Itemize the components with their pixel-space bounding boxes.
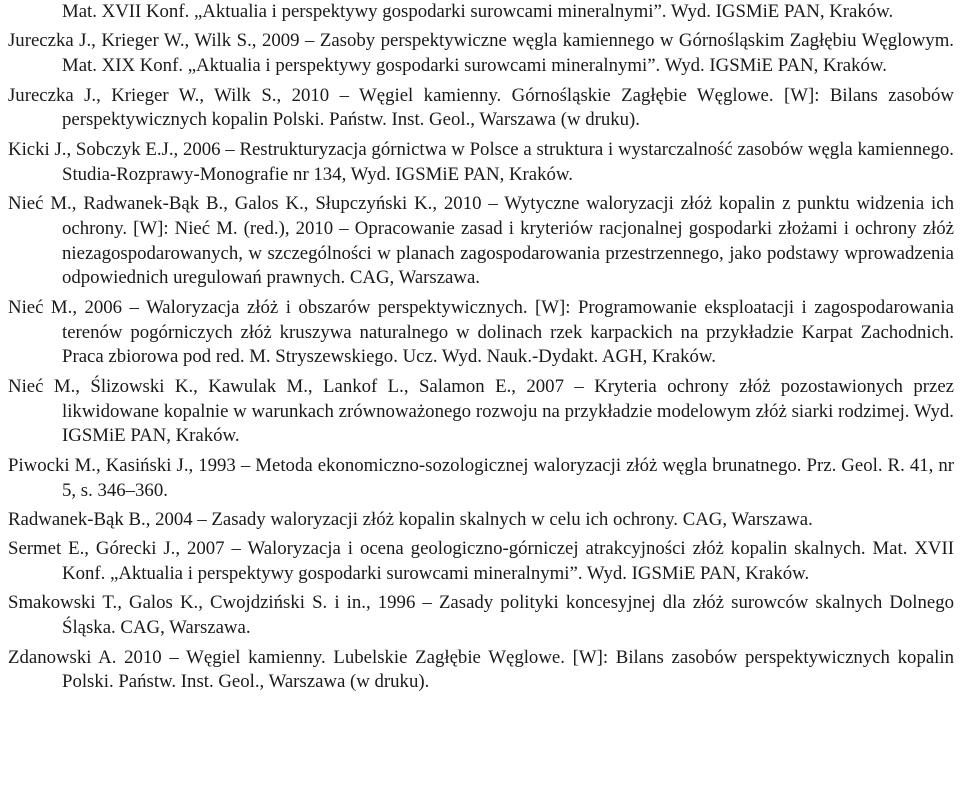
reference-entry: Kicki J., Sobczyk E.J., 2006 – Restrukturyzacja górnictwa w Polsce a struktura i wystarczalność zasobów węgla kamiennego. Studia-Rozprawy-Monografie nr 134, Wyd. IGSMiE PAN, Kraków. [8,138,954,185]
reference-entry: Smakowski T., Galos K., Cwojdziński S. i in., 1996 – Zasady polityki koncesyjnej dla złóż surowców skalnych Dolnego Śląska. CAG, Warszawa. [8,592,954,639]
reference-list [8,0,954,700]
reference-entry: Nieć M., Radwanek-Bąk B., Galos K., Słupczyński K., 2010 – Wytyczne waloryzacji złóż kopalin z punktu widzenia ich ochrony. [W]: Nieć M. (red.), 2010 – Opracowanie zasad i kryteriów racjonalnej gospodarki złożami i ochrony złóż niezagospodarowanych, w szczególności w planach zagospodarowania przestrzennego, jako podstawy wprowadzenia odpowiednich uregulowań prawnych. CAG, Warszawa. [8,192,954,289]
reference-entry: Radwanek-Bąk B., 2004 – Zasady waloryzacji złóż kopalin skalnych w celu ich ochrony. CAG, Warszawa. [8,508,813,530]
reference-entry: Nieć M., Ślizowski K., Kawulak M., Lankof L., Salamon E., 2007 – Kryteria ochrony złóż pozostawionych przez likwidowane kopalnie w warunkach zrównoważonego rozwoju na przykładzie modelowym złóż siarki rodzimej. Wyd. IGSMiE PAN, Kraków. [8,375,954,447]
reference-entry: Piwocki M., Kasiński J., 1993 – Metoda ekonomiczno-sozologicznej waloryzacji złóż węgla brunatnego. Prz. Geol. R. 41, nr 5, s. 346–360. [8,454,954,501]
reference-entry: Sermet E., Górecki J., 2007 – Waloryzacja i ocena geologiczno-górniczej atrakcyjności złóż kopalin skalnych. Mat. XVII Konf. „Aktualia i perspektywy gospodarki surowcami mineralnymi”. Wyd. IGSMiE PAN, Kraków. [8,538,954,585]
reference-entry: Nieć M., 2006 – Waloryzacja złóż i obszarów perspektywicznych. [W]: Programowanie eksploatacji i zagospodarowania terenów pogórniczych złóż kruszywa naturalnego w dolinach rzek karpackich na przykładzie Karpat Zachodnich. Praca zbiorowa pod red. M. Stryszewskiego. Ucz. Wyd. Nauk.-Dydakt. AGH, Kraków. [8,296,954,368]
reference-entry: Jureczka J., Krieger W., Wilk S., 2010 – Węgiel kamienny. Górnośląskie Zagłębie Węglowe. [W]: Bilans zasobów perspektywicznych kopalin Polski. Państw. Inst. Geol., Warszawa (w druku). [8,84,954,131]
reference-entry: Zdanowski A. 2010 – Węgiel kamienny. Lubelskie Zagłębie Węglowe. [W]: Bilans zasobów perspektywicznych kopalin Polski. Państw. Inst. Geol., Warszawa (w druku). [8,646,954,693]
reference-entry-continuation: Mat. XVII Konf. „Aktualia i perspektywy gospodarki surowcami mineralnymi”. Wyd. IGSMiE PAN, Kraków. [62,1,894,22]
reference-entry: Jureczka J., Krieger W., Wilk S., 2009 – Zasoby perspektywiczne węgla kamiennego w Górnośląskim Zagłębiu Węglowym. Mat. XIX Konf. „Aktualia i perspektywy gospodarki surowcami mineralnymi”. Wyd. IGSMiE PAN, Kraków. [8,30,954,77]
